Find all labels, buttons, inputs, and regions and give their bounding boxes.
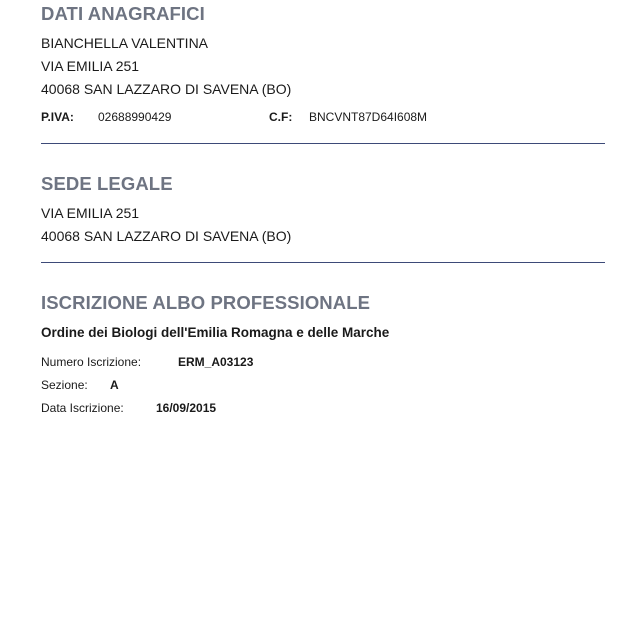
holder-city: 40068 SAN LAZZARO DI SAVENA (BO) — [41, 81, 292, 97]
holder-name: BIANCHELLA VALENTINA — [41, 35, 209, 51]
data-iscrizione-label: Data Iscrizione: — [41, 401, 124, 415]
sezione-value: A — [110, 378, 119, 392]
numero-iscrizione-value: ERM_A03123 — [178, 355, 254, 369]
numero-iscrizione-label: Numero Iscrizione: — [41, 355, 142, 369]
sede-city: 40068 SAN LAZZARO DI SAVENA (BO) — [41, 228, 292, 244]
ordine-name: Ordine dei Biologi dell'Emilia Romagna e delle Marche — [41, 325, 390, 340]
divider-sede-legale — [41, 262, 605, 263]
sede-legale-title: SEDE LEGALE — [41, 173, 173, 194]
piva-value: 02688990429 — [98, 110, 172, 124]
divider-dati-anagrafici — [41, 143, 605, 144]
piva-label: P.IVA: — [41, 110, 74, 124]
data-iscrizione-value: 16/09/2015 — [156, 401, 217, 415]
dati-anagrafici-title: DATI ANAGRAFICI — [41, 3, 205, 24]
cf-label: C.F: — [269, 110, 293, 124]
iscrizione-title: ISCRIZIONE ALBO PROFESSIONALE — [41, 292, 371, 313]
holder-address: VIA EMILIA 251 — [41, 58, 140, 74]
cf-value: BNCVNT87D64I608M — [309, 110, 428, 124]
sede-address: VIA EMILIA 251 — [41, 205, 140, 221]
sezione-label: Sezione: — [41, 378, 88, 392]
